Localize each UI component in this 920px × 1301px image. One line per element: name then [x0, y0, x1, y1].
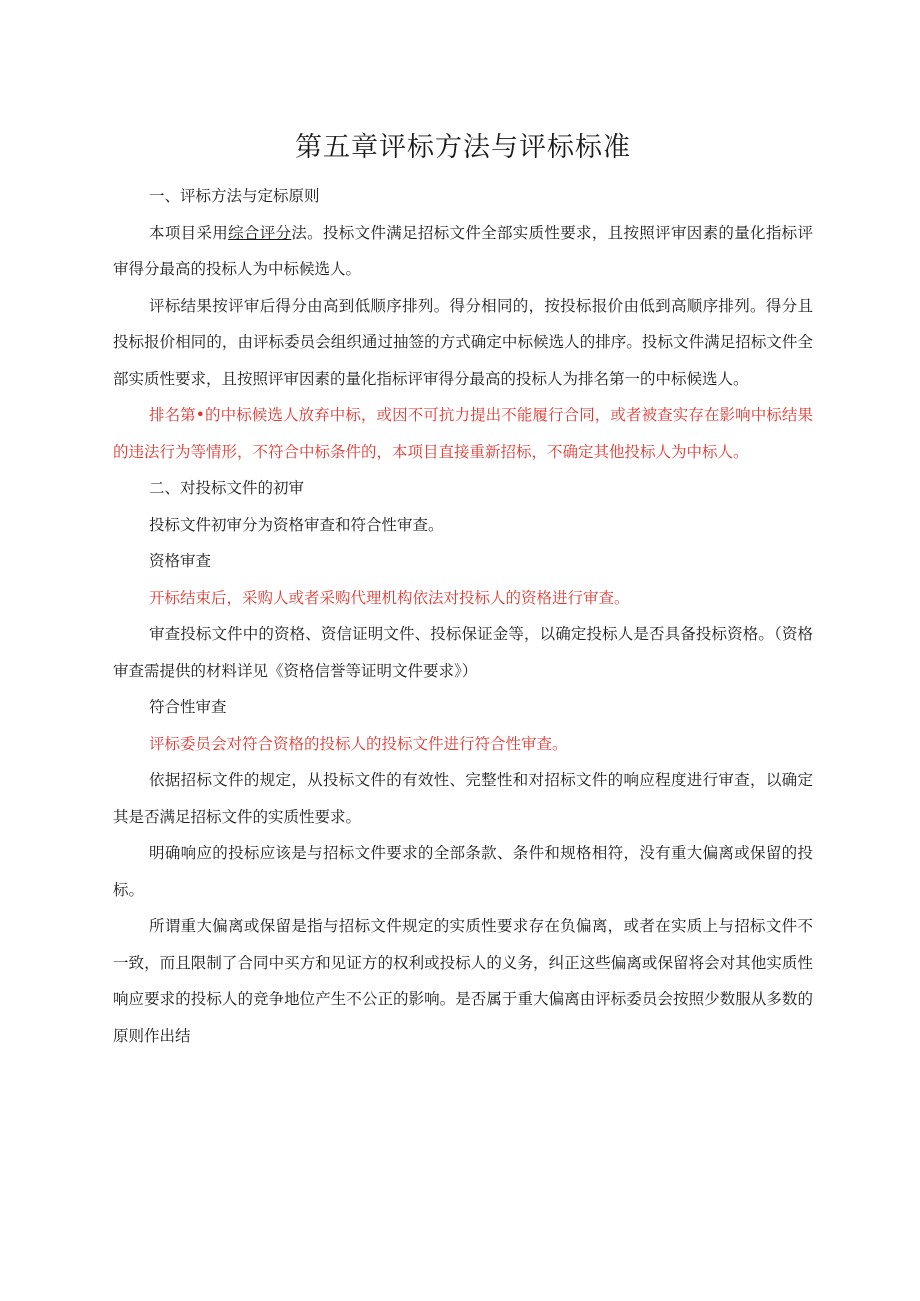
paragraph-retender-notice: 排名第•的中标候选人放弃中标，或因不可抗力提出不能履行合同，或者被查实存在影响中标结果的违法行为等情形，不符合中标条件的，本项目直接重新招标，不确定其他投标人为中标人。: [113, 406, 813, 461]
section-heading-preliminary-review: 二、对投标文件的初审: [149, 479, 305, 497]
subheading-qualification-review: 资格审查: [149, 552, 212, 570]
paragraph-responsive-bid: 明确响应的投标应该是与招标文件要求的全部条款、条件和规格相符，没有重大偏离或保留的投标。: [113, 844, 813, 899]
paragraph-compliance-basis: 依据招标文件的规定，从投标文件的有效性、完整性和对招标文件的响应程度进行审查，以确定其是否满足招标文件的实质性要求。: [113, 771, 813, 826]
paragraph-compliance-red: 评标委员会对符合资格的投标人的投标文件进行符合性审查。: [149, 734, 568, 753]
subheading-compliance-review: 符合性审查: [149, 698, 227, 716]
paragraph-method: [113, 215, 813, 288]
paragraph-method-start: 本项目采用: [149, 223, 229, 242]
document-title: 第五章评标方法与评标标准: [295, 132, 631, 163]
underlined-term: 综合评分: [228, 223, 292, 242]
paragraph-major-deviation: 所谓重大偏离或保留是指与招标文件规定的实质性要求存在负偏离，或者在实质上与招标文件不一致，而且限制了合同中买方和见证方的权利或投标人的义务，纠正这些偏离或保留将会对其他实质性响应要求的投标人的竞争地位产生不公正的影响。是否属于重大偏离由评标委员会按照少数服从多数的原则作出结: [113, 917, 813, 1045]
paragraph-review-types: 投标文件初审分为资格审查和符合性审查。: [149, 515, 444, 534]
section-heading-evaluation-method: 一、评标方法与定标原则: [149, 187, 320, 205]
paragraph-ranking: 评标结果按评审后得分由高到低顺序排列。得分相同的，按投标报价由低到高顺序排列。得分且投标报价相同的，由评标委员会组织通过抽签的方式确定中标候选人的排序。投标文件满足招标文件全部实质性要求，且按照评审因素的量化指标评审得分最高的投标人为排名第一的中标候选人。: [113, 296, 813, 388]
paragraph-qualification-detail: 审查投标文件中的资格、资信证明文件、投标保证金等，以确定投标人是否具备投标资格。（资格审查需提供的材料详见《资格信誉等证明文件要求》）: [113, 625, 813, 680]
document-page: [113, 128, 813, 1054]
paragraph-method-end: 法。投标文件满足招标文件全部实质性要求，且按照评审因素的量化指标评审得分最高的投标人为中标候选人。: [113, 223, 813, 278]
paragraph-qualification-red: 开标结束后，采购人或者采购代理机构依法对投标人的资格进行审查。: [149, 588, 630, 607]
